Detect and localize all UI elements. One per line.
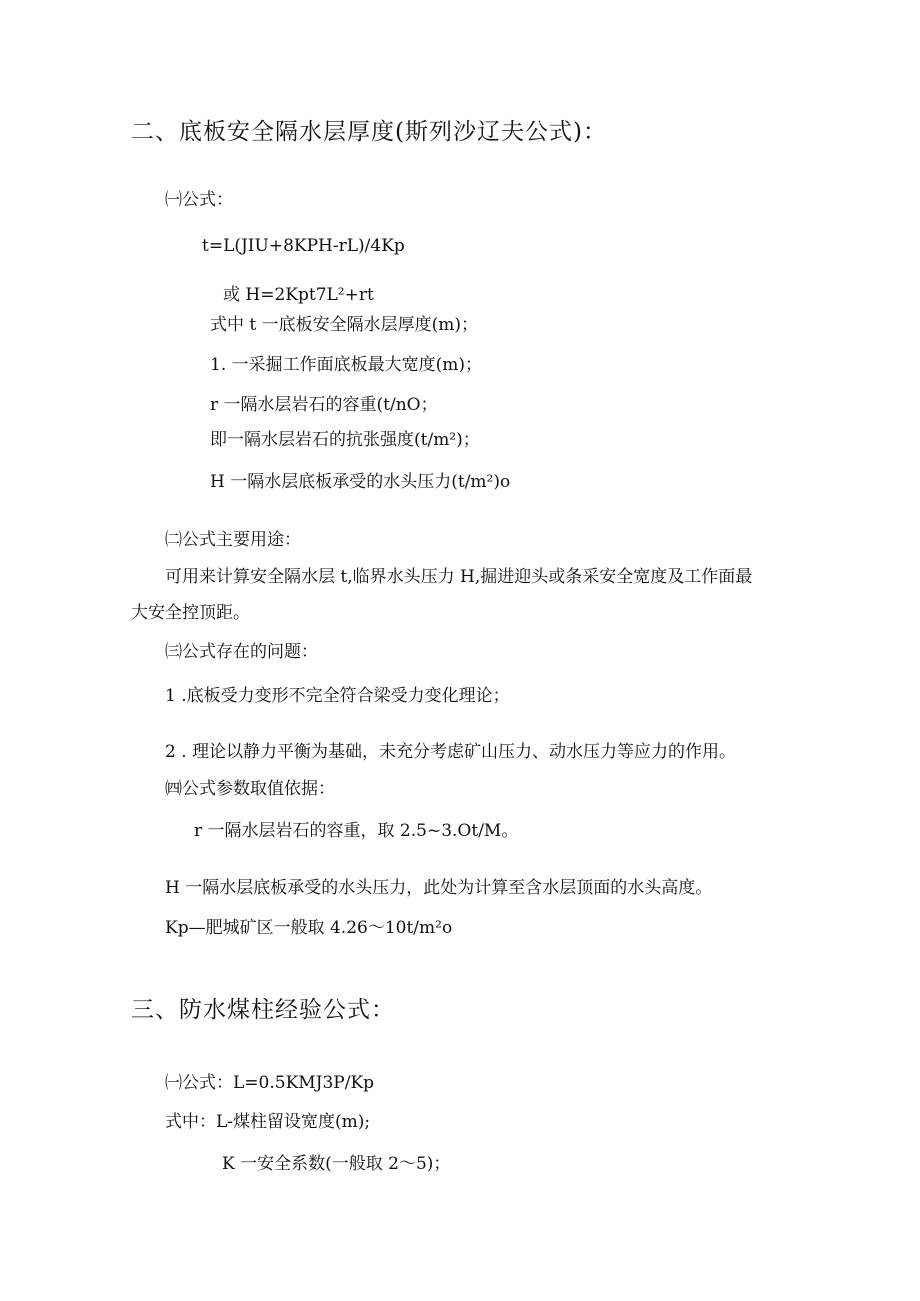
formula-t: t=L(JIU+8KPH-rL)/4Kp <box>202 236 405 256</box>
sub2-label: ㈡公式主要用途： <box>165 530 301 550</box>
sub4-label: ㈣公式参数取值依据： <box>165 779 335 799</box>
formula-h: 或 H=2Kpt7L²+rt <box>223 285 374 305</box>
usage-line-2: 大安全控顶距。 <box>131 603 250 623</box>
problem-2: 2 . 理论以静力平衡为基础，未充分考虑矿山压力、动水压力等应力的作用。 <box>165 742 737 762</box>
usage-line-1: 可用来计算安全隔水层 t,临界水头压力 H,掘进迎头或条采安全宽度及工作面最 <box>165 567 753 587</box>
def-l: 1. 一采掘工作面底板最大宽度(m)； <box>210 355 483 375</box>
def-r: r 一隔水层岩石的容重(t/nO； <box>210 395 438 415</box>
section3-formula: ㈠公式：L=0.5KMJ3P/Kp <box>165 1073 375 1093</box>
problem-1: 1 .底板受力变形不完全符合梁受力变化理论； <box>165 686 510 706</box>
section3-def-k: K 一安全系数(一般取 2～5)； <box>222 1154 451 1174</box>
section3-heading: 三、防水煤柱经验公式： <box>131 997 395 1023</box>
param-h: H 一隔水层底板承受的水头压力，此处为计算至含水层顶面的水头高度。 <box>165 878 713 898</box>
sub1-label: ㈠公式： <box>165 190 233 210</box>
def-h: H 一隔水层底板承受的水头压力(t∕m²)o <box>210 472 511 492</box>
def-kp: 即一隔水层岩石的抗张强度(t∕m²)； <box>210 430 480 450</box>
section2-heading: 二、底板安全隔水层厚度(斯列沙辽夫公式)： <box>131 119 607 145</box>
sub3-label: ㈢公式存在的问题： <box>165 642 318 662</box>
def-t: 式中 t 一底板安全隔水层厚度(m)； <box>210 315 479 335</box>
param-r: r 一隔水层岩石的容重，取 2.5~3.Ot/M。 <box>194 821 519 841</box>
param-kp: Kp—肥城矿区一般取 4.26～10t∕m²o <box>165 918 453 938</box>
section3-def-l: 式中：L-煤柱留设宽度(m); <box>165 1112 371 1132</box>
